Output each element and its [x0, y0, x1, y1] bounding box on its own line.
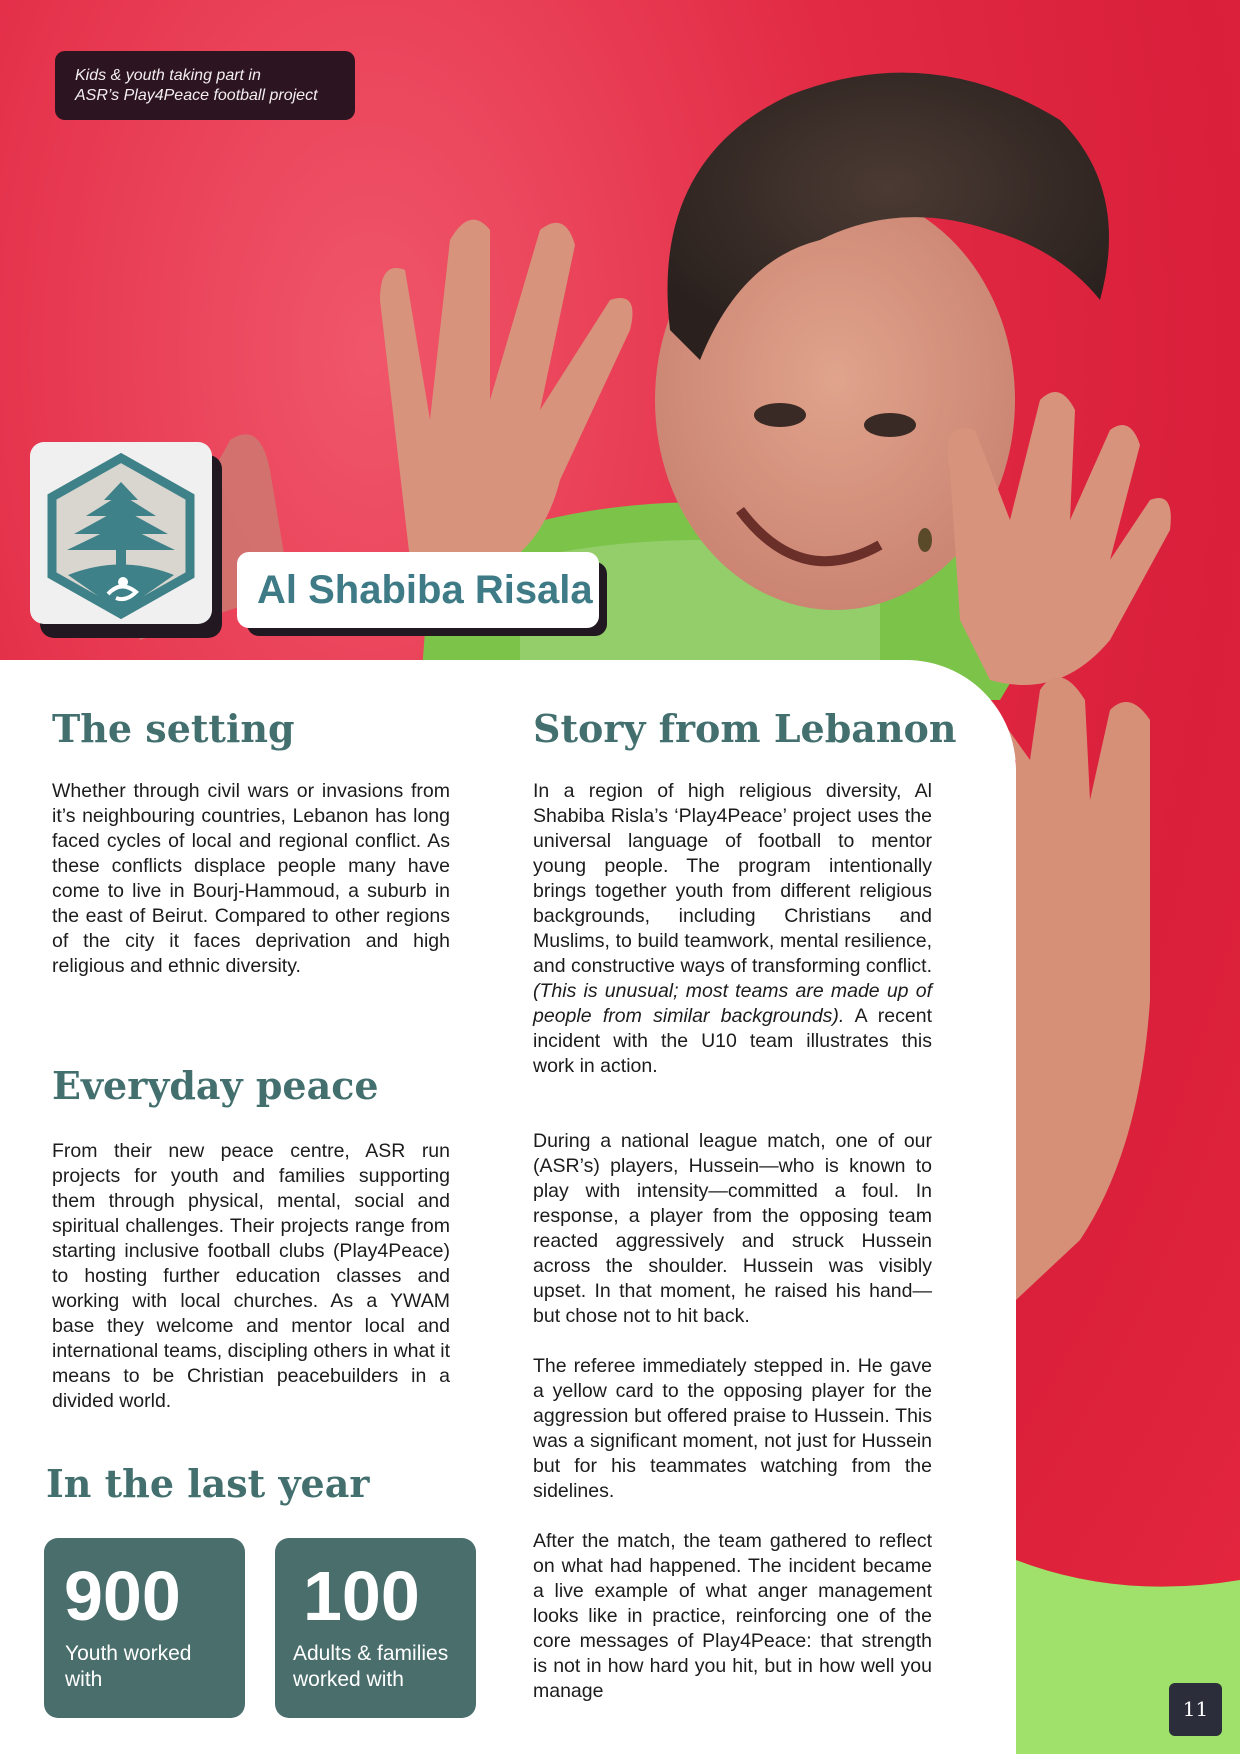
stat-card-adults — [275, 1538, 476, 1718]
story-p1-start: In a region of high religious diversity, Al Shabiba Risla’s ‘Play4Peace’ project uses the universal language of football to mentor young people. The program intentionally brings together youth from different religious backgrounds, including Christians and Muslims, to build teamwork, mental resilience, and constructive ways of transforming conflict. — [533, 780, 932, 977]
setting-body: Whether through civil wars or invasions from it’s neighbouring countries, Lebanon has long faced cycles of local and regional conflict. As these conflicts displace people many have come to live in Bourj-Hammoud, a suburb in the east of Beirut. Compared to other regions of the city it faces deprivation and high religious and ethnic diversity. — [52, 780, 450, 977]
everyday-peace-heading: Everyday peace — [52, 1063, 379, 1108]
organisation-name: Al Shabiba Risala — [237, 552, 599, 628]
story-p1-end: A recent incident with the U10 team illustrates this work in action. — [533, 1005, 932, 1077]
last-year-heading: In the last year — [46, 1461, 370, 1506]
stat-label-line1: Youth worked — [65, 1642, 192, 1665]
stat-label-line2: with — [65, 1668, 103, 1691]
photo-caption-line1: Kids & youth taking part in — [75, 67, 261, 84]
photo-caption — [55, 51, 355, 120]
stat-label — [293, 1641, 448, 1693]
photo-caption-line2: ASR’s Play4Peace football project — [75, 87, 318, 104]
setting-heading: The setting — [52, 706, 295, 751]
everyday-peace-body: From their new peace centre, ASR run projects for youth and families supporting them through physical, mental, social and spiritual challenges. Their projects range from starting inclusive football clubs (Play4Peace) to hosting further education classes and working with local churches. As a YWAM base they welcome and mentor local and international teams, discipling others in what it means to be Christian peacebuilders in a divided world. — [52, 1140, 450, 1412]
stat-card-youth — [44, 1538, 245, 1718]
story-paragraph-1 — [533, 779, 932, 1079]
story-paragraph-3: The referee immediately stepped in. He gave a yellow card to the opposing player for the aggression but offered praise to Hussein. This was a significant moment, not just for Hussein but for his teammates watching from the sidelines. — [533, 1355, 932, 1502]
story-paragraph-2: During a national league match, one of our (ASR’s) players, Hussein—who is known to play with intensity—committed a foul. In response, a player from the opposing team reacted aggressively and struck Hussein across the shoulder. Hussein was visibly upset. In that moment, he raised his hand—but chose not to hit back. — [533, 1130, 932, 1327]
story-heading: Story from Lebanon — [533, 706, 957, 751]
page-number: 11 — [1169, 1683, 1222, 1736]
stat-label-line2: worked with — [293, 1668, 404, 1691]
cedar-tree-icon — [30, 442, 212, 624]
stat-label — [65, 1641, 191, 1693]
stat-value: 900 — [64, 1557, 181, 1635]
story-p1-italic: (This is unusual; most teams are made up of people from similar backgrounds). — [533, 980, 932, 1027]
story-paragraph-4: After the match, the team gathered to reflect on what had happened. The incident became a live example of what anger management looks like in practice, reinforcing one of the core messages of Play4Peace: that strength is not in how hard you hit, but in how well you manage — [533, 1530, 932, 1702]
stat-label-line1: Adults & families — [293, 1642, 449, 1665]
stat-value: 100 — [303, 1557, 420, 1635]
organisation-logo — [30, 442, 212, 624]
